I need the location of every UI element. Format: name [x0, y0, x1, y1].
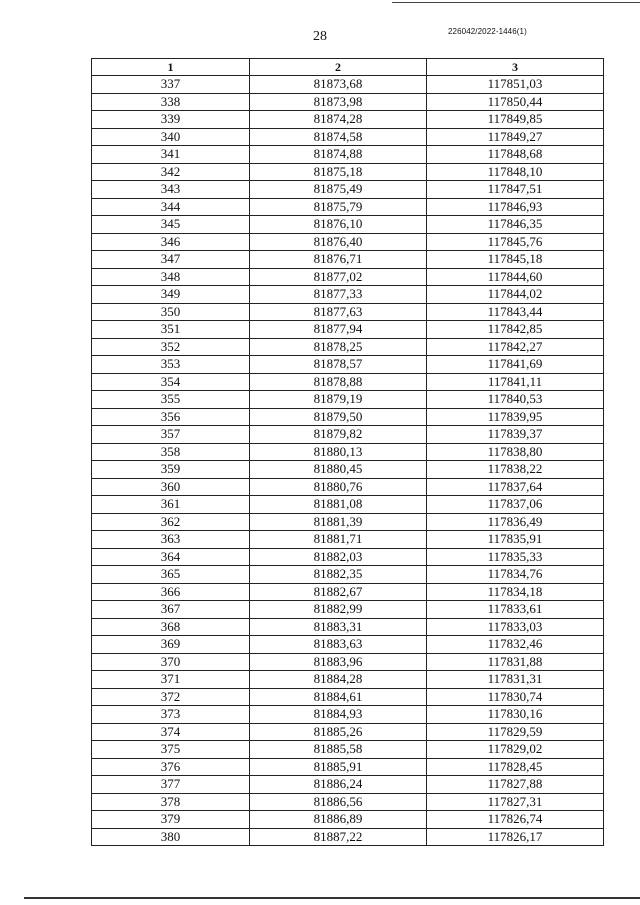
x-coordinate-cell: 81878,57 [250, 356, 427, 374]
table-row [92, 478, 604, 496]
y-coordinate-cell: 117845,18 [427, 251, 604, 269]
document-id: 226042/2022-1446(1) [448, 27, 527, 36]
point-number-cell: 353 [92, 356, 250, 374]
x-coordinate-cell: 81882,03 [250, 548, 427, 566]
y-coordinate-cell: 117845,76 [427, 233, 604, 251]
y-coordinate-cell: 117844,60 [427, 268, 604, 286]
table-row [92, 146, 604, 164]
y-coordinate-cell: 117835,91 [427, 531, 604, 549]
point-number-cell: 379 [92, 811, 250, 829]
table-row [92, 268, 604, 286]
y-coordinate-cell: 117843,44 [427, 303, 604, 321]
y-coordinate-cell: 117831,31 [427, 671, 604, 689]
table-row [92, 356, 604, 374]
table-row [92, 251, 604, 269]
y-coordinate-cell: 117837,64 [427, 478, 604, 496]
x-coordinate-cell: 81881,39 [250, 513, 427, 531]
x-coordinate-cell: 81874,58 [250, 128, 427, 146]
point-number-cell: 342 [92, 163, 250, 181]
point-number-cell: 348 [92, 268, 250, 286]
table-row [92, 583, 604, 601]
x-coordinate-cell: 81880,13 [250, 443, 427, 461]
x-coordinate-cell: 81876,10 [250, 216, 427, 234]
table-row [92, 811, 604, 829]
table-row [92, 163, 604, 181]
point-number-cell: 339 [92, 111, 250, 129]
y-coordinate-cell: 117826,17 [427, 828, 604, 846]
x-coordinate-cell: 81880,45 [250, 461, 427, 479]
point-number-cell: 366 [92, 583, 250, 601]
table-row [92, 373, 604, 391]
point-number-cell: 365 [92, 566, 250, 584]
y-coordinate-cell: 117848,10 [427, 163, 604, 181]
column-header-2: 2 [250, 59, 427, 76]
point-number-cell: 343 [92, 181, 250, 199]
point-number-cell: 354 [92, 373, 250, 391]
bottom-rule [24, 897, 640, 899]
y-coordinate-cell: 117833,03 [427, 618, 604, 636]
point-number-cell: 337 [92, 76, 250, 94]
x-coordinate-cell: 81873,98 [250, 93, 427, 111]
point-number-cell: 349 [92, 286, 250, 304]
y-coordinate-cell: 117839,95 [427, 408, 604, 426]
point-number-cell: 375 [92, 741, 250, 759]
x-coordinate-cell: 81883,96 [250, 653, 427, 671]
x-coordinate-cell: 81874,28 [250, 111, 427, 129]
table-row [92, 618, 604, 636]
y-coordinate-cell: 117829,59 [427, 723, 604, 741]
y-coordinate-cell: 117832,46 [427, 636, 604, 654]
x-coordinate-cell: 81887,22 [250, 828, 427, 846]
point-number-cell: 345 [92, 216, 250, 234]
y-coordinate-cell: 117851,03 [427, 76, 604, 94]
x-coordinate-cell: 81876,40 [250, 233, 427, 251]
y-coordinate-cell: 117847,51 [427, 181, 604, 199]
table-row [92, 76, 604, 94]
y-coordinate-cell: 117849,27 [427, 128, 604, 146]
table-row [92, 723, 604, 741]
table-header-row [92, 59, 604, 76]
point-number-cell: 360 [92, 478, 250, 496]
point-number-cell: 372 [92, 688, 250, 706]
x-coordinate-cell: 81881,71 [250, 531, 427, 549]
point-number-cell: 351 [92, 321, 250, 339]
table-row [92, 426, 604, 444]
y-coordinate-cell: 117839,37 [427, 426, 604, 444]
table-body [92, 76, 604, 846]
table-row [92, 706, 604, 724]
x-coordinate-cell: 81881,08 [250, 496, 427, 514]
x-coordinate-cell: 81882,35 [250, 566, 427, 584]
top-rule [392, 2, 640, 3]
point-number-cell: 376 [92, 758, 250, 776]
x-coordinate-cell: 81883,31 [250, 618, 427, 636]
point-number-cell: 368 [92, 618, 250, 636]
point-number-cell: 371 [92, 671, 250, 689]
column-header-1: 1 [92, 59, 250, 76]
x-coordinate-cell: 81884,28 [250, 671, 427, 689]
y-coordinate-cell: 117834,18 [427, 583, 604, 601]
y-coordinate-cell: 117831,88 [427, 653, 604, 671]
y-coordinate-cell: 117827,88 [427, 776, 604, 794]
y-coordinate-cell: 117842,27 [427, 338, 604, 356]
table-row [92, 776, 604, 794]
y-coordinate-cell: 117848,68 [427, 146, 604, 164]
point-number-cell: 358 [92, 443, 250, 461]
point-number-cell: 350 [92, 303, 250, 321]
point-number-cell: 357 [92, 426, 250, 444]
table-row [92, 198, 604, 216]
x-coordinate-cell: 81882,67 [250, 583, 427, 601]
x-coordinate-cell: 81885,26 [250, 723, 427, 741]
table-row [92, 321, 604, 339]
x-coordinate-cell: 81876,71 [250, 251, 427, 269]
table-row [92, 216, 604, 234]
table-row [92, 93, 604, 111]
table-row [92, 758, 604, 776]
y-coordinate-cell: 117838,22 [427, 461, 604, 479]
y-coordinate-cell: 117826,74 [427, 811, 604, 829]
point-number-cell: 346 [92, 233, 250, 251]
x-coordinate-cell: 81886,24 [250, 776, 427, 794]
y-coordinate-cell: 117827,31 [427, 793, 604, 811]
table-row [92, 566, 604, 584]
x-coordinate-cell: 81885,58 [250, 741, 427, 759]
y-coordinate-cell: 117830,16 [427, 706, 604, 724]
x-coordinate-cell: 81884,93 [250, 706, 427, 724]
table-row [92, 408, 604, 426]
point-number-cell: 378 [92, 793, 250, 811]
point-number-cell: 340 [92, 128, 250, 146]
point-number-cell: 359 [92, 461, 250, 479]
x-coordinate-cell: 81885,91 [250, 758, 427, 776]
point-number-cell: 369 [92, 636, 250, 654]
y-coordinate-cell: 117846,93 [427, 198, 604, 216]
point-number-cell: 362 [92, 513, 250, 531]
point-number-cell: 347 [92, 251, 250, 269]
x-coordinate-cell: 81875,79 [250, 198, 427, 216]
table-row [92, 461, 604, 479]
table-row [92, 443, 604, 461]
table-row [92, 741, 604, 759]
point-number-cell: 373 [92, 706, 250, 724]
y-coordinate-cell: 117828,45 [427, 758, 604, 776]
y-coordinate-cell: 117850,44 [427, 93, 604, 111]
coordinates-table [91, 58, 604, 846]
point-number-cell: 356 [92, 408, 250, 426]
x-coordinate-cell: 81886,89 [250, 811, 427, 829]
y-coordinate-cell: 117836,49 [427, 513, 604, 531]
point-number-cell: 344 [92, 198, 250, 216]
table-row [92, 128, 604, 146]
y-coordinate-cell: 117846,35 [427, 216, 604, 234]
table-row [92, 793, 604, 811]
table-row [92, 391, 604, 409]
y-coordinate-cell: 117840,53 [427, 391, 604, 409]
table-row [92, 636, 604, 654]
x-coordinate-cell: 81883,63 [250, 636, 427, 654]
x-coordinate-cell: 81882,99 [250, 601, 427, 619]
point-number-cell: 363 [92, 531, 250, 549]
y-coordinate-cell: 117829,02 [427, 741, 604, 759]
point-number-cell: 341 [92, 146, 250, 164]
table-row [92, 688, 604, 706]
table-row [92, 548, 604, 566]
column-header-3: 3 [427, 59, 604, 76]
x-coordinate-cell: 81884,61 [250, 688, 427, 706]
x-coordinate-cell: 81874,88 [250, 146, 427, 164]
y-coordinate-cell: 117833,61 [427, 601, 604, 619]
table-row [92, 303, 604, 321]
point-number-cell: 352 [92, 338, 250, 356]
y-coordinate-cell: 117841,69 [427, 356, 604, 374]
y-coordinate-cell: 117841,11 [427, 373, 604, 391]
table-row [92, 671, 604, 689]
table-row [92, 513, 604, 531]
table-row [92, 653, 604, 671]
table-row [92, 531, 604, 549]
x-coordinate-cell: 81879,82 [250, 426, 427, 444]
x-coordinate-cell: 81877,63 [250, 303, 427, 321]
y-coordinate-cell: 117837,06 [427, 496, 604, 514]
x-coordinate-cell: 81879,19 [250, 391, 427, 409]
x-coordinate-cell: 81880,76 [250, 478, 427, 496]
x-coordinate-cell: 81875,49 [250, 181, 427, 199]
x-coordinate-cell: 81873,68 [250, 76, 427, 94]
x-coordinate-cell: 81879,50 [250, 408, 427, 426]
point-number-cell: 367 [92, 601, 250, 619]
y-coordinate-cell: 117838,80 [427, 443, 604, 461]
table-row [92, 233, 604, 251]
x-coordinate-cell: 81875,18 [250, 163, 427, 181]
point-number-cell: 380 [92, 828, 250, 846]
x-coordinate-cell: 81877,33 [250, 286, 427, 304]
page-number: 28 [313, 29, 327, 44]
x-coordinate-cell: 81878,88 [250, 373, 427, 391]
table-row [92, 286, 604, 304]
table-row [92, 496, 604, 514]
y-coordinate-cell: 117844,02 [427, 286, 604, 304]
point-number-cell: 370 [92, 653, 250, 671]
x-coordinate-cell: 81886,56 [250, 793, 427, 811]
point-number-cell: 355 [92, 391, 250, 409]
y-coordinate-cell: 117830,74 [427, 688, 604, 706]
y-coordinate-cell: 117835,33 [427, 548, 604, 566]
x-coordinate-cell: 81878,25 [250, 338, 427, 356]
table-row [92, 828, 604, 846]
x-coordinate-cell: 81877,02 [250, 268, 427, 286]
y-coordinate-cell: 117842,85 [427, 321, 604, 339]
table-row [92, 601, 604, 619]
point-number-cell: 361 [92, 496, 250, 514]
point-number-cell: 377 [92, 776, 250, 794]
y-coordinate-cell: 117834,76 [427, 566, 604, 584]
point-number-cell: 364 [92, 548, 250, 566]
y-coordinate-cell: 117849,85 [427, 111, 604, 129]
point-number-cell: 338 [92, 93, 250, 111]
table-row [92, 111, 604, 129]
x-coordinate-cell: 81877,94 [250, 321, 427, 339]
table-row [92, 181, 604, 199]
point-number-cell: 374 [92, 723, 250, 741]
table-row [92, 338, 604, 356]
